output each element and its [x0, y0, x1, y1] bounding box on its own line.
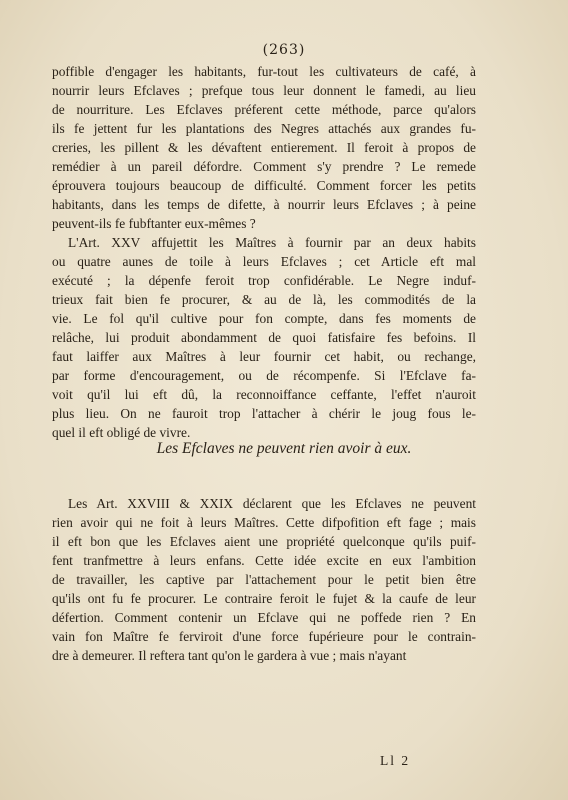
- text-line: ou quatre aunes de toile à leurs Efclaves ; cet Article eft mal: [52, 254, 476, 269]
- text-line: de travailler, les captive par l'attachement pour le petit bien être: [52, 572, 476, 587]
- text-line: défertion. Comment contenir un Efclave qui ne poffede rien ? En: [52, 610, 476, 625]
- text-line: poffible d'engager les habitants, fur-tout les cultivateurs de café, à: [52, 64, 476, 79]
- text-line: habitants, dans les temps de difette, à nourrir leurs Efclaves ; à peine: [52, 197, 476, 212]
- text-line: qu'ils ont fu fe procurer. Le contraire feroit le fujet & la caufe de leur: [52, 591, 476, 606]
- paragraph-2: [52, 233, 476, 442]
- text-line: dre à demeurer. Il reftera tant qu'on le gardera à vue ; mais n'ayant: [52, 648, 407, 663]
- text-block-bottom: [52, 494, 476, 665]
- paragraph-1: [52, 62, 476, 233]
- text-line: il eft bon que les Efclaves aient une propriété quelconque qu'ils puif-: [52, 534, 476, 549]
- text-line: remédier à un pareil défordre. Comment s'y prendre ? Le remede: [52, 159, 476, 174]
- text-line: trieux fait bien fe procurer, & au de là, les commodités de la: [52, 292, 476, 307]
- text-line: vie. Le fol qu'il cultive pour fon compte, dans fes moments de: [52, 311, 476, 326]
- text-line: fent tranfmettre à leurs enfans. Cette idée excite en eux l'ambition: [52, 553, 476, 568]
- text-line: par forme d'encouragement, ou de récompenfe. Si l'Efclave fa-: [52, 368, 476, 383]
- text-line: ils fe jettent fur les plantations des Negres attachés aux grandes fu-: [52, 121, 476, 136]
- page-number: (263): [262, 42, 306, 58]
- signature-mark: Ll 2: [380, 753, 411, 768]
- text-line: plus lieu. On ne fauroit trop l'attacher à chérir le joug fous le-: [52, 406, 476, 421]
- text-line: voit qu'il lui eft dû, la reconnoiffance ceffante, l'effet n'auroit: [52, 387, 476, 402]
- text-line: de nourriture. Les Efclaves préferent cette méthode, parce qu'alors: [52, 102, 476, 117]
- text-line: relâche, lui produit abondamment de quoi fatisfaire fes befoins. Il: [52, 330, 476, 345]
- text-line: exécuté ; la dépenfe feroit trop confidérable. Le Negre induf-: [52, 273, 476, 288]
- text-block-top: [52, 62, 476, 442]
- section-heading: Les Efclaves ne peuvent rien avoir à eux.: [156, 440, 412, 457]
- paragraph-3: [52, 494, 476, 665]
- text-line: quel il eft obligé de vivre.: [52, 425, 191, 440]
- text-line: L'Art. XXV affujettit les Maîtres à fournir par an deux habits: [68, 235, 476, 250]
- text-line: faut laiffer aux Maîtres à leur fournir cet habit, ou rechange,: [52, 349, 476, 364]
- text-line: nourrir leurs Efclaves ; prefque tous leur donnent le famedi, au lieu: [52, 83, 476, 98]
- text-line: vain fon Maître fe ferviroit d'une force fupérieure pour le contrain-: [52, 629, 476, 644]
- text-line: peuvent-ils fe fubftanter eux-mêmes ?: [52, 216, 256, 231]
- text-line: creries, les pillent & les dévaftent entierement. Il feroit à propos de: [52, 140, 476, 155]
- text-line: rien avoir qui ne foit à leurs Maîtres. Cette difpofition eft fage ; mais: [52, 515, 476, 530]
- text-line: éprouvera toujours beaucoup de difficulté. Comment forcer les petits: [52, 178, 476, 193]
- text-line: Les Art. XXVIII & XXIX déclarent que les Efclaves ne peuvent: [68, 496, 476, 511]
